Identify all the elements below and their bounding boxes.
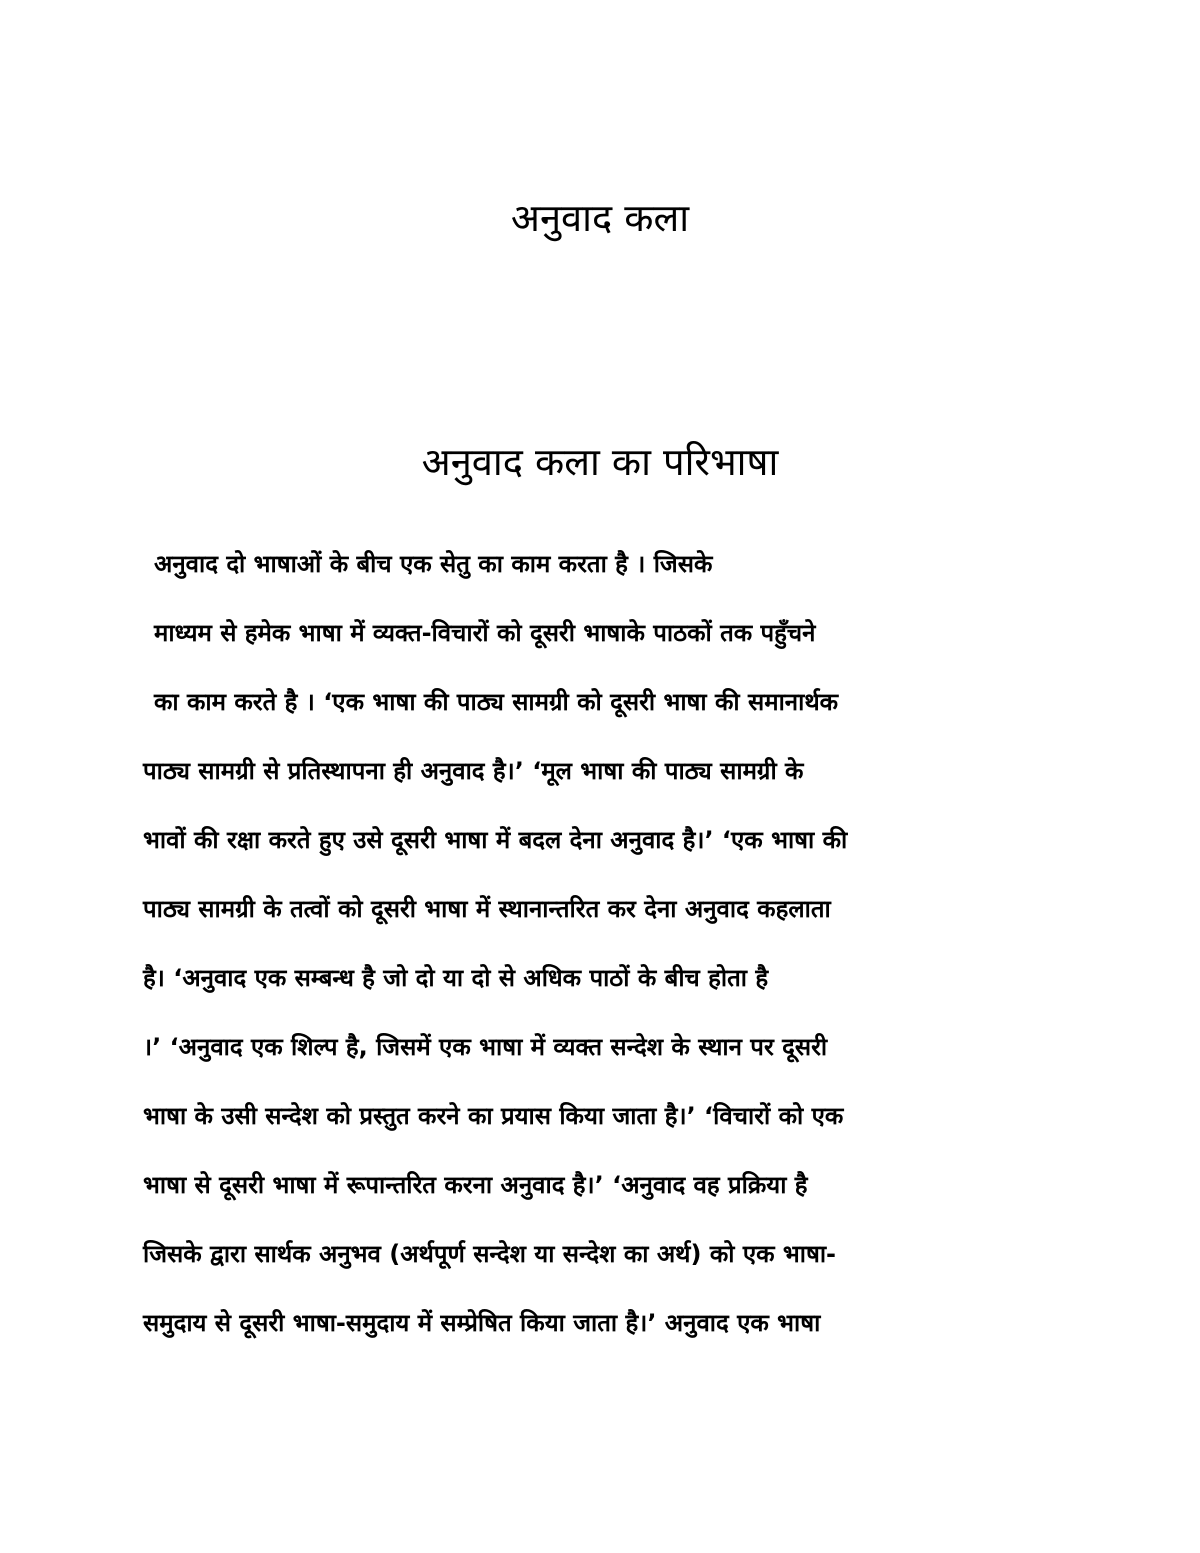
body-line: अनुवाद दो भाषाओं के बीच एक सेतु का काम करता है । जिसके xyxy=(154,550,713,578)
body-line: ।’ ‘अनुवाद एक शिल्प है, जिसमें एक भाषा में व्यक्त सन्देश के स्थान पर दूसरी xyxy=(143,1033,828,1061)
body-line: भाषा के उसी सन्देश को प्रस्तुत करने का प्रयास किया जाता है।’ ‘विचारों को एक xyxy=(143,1102,844,1130)
body-line: जिसके द्वारा सार्थक अनुभव (अर्थपूर्ण सन्देश या सन्देश का अर्थ) को एक भाषा- xyxy=(143,1240,837,1268)
body-line: समुदाय से दूसरी भाषा-समुदाय में सम्प्रेषित किया जाता है।’ अनुवाद एक भाषा xyxy=(143,1309,821,1337)
body-line: है। ‘अनुवाद एक सम्बन्ध है जो दो या दो से अधिक पाठों के बीच होता है xyxy=(143,964,769,992)
document-title: अनुवाद कला xyxy=(510,196,690,240)
body-line: पाठ्य सामग्री से प्रतिस्थापना ही अनुवाद है।’ ‘मूल भाषा की पाठ्य सामग्री के xyxy=(143,757,804,785)
body-line: भाषा से दूसरी भाषा में रूपान्तरित करना अनुवाद है।’ ‘अनुवाद वह प्रक्रिया है xyxy=(143,1171,808,1199)
section-heading: अनुवाद कला का परिभाषा xyxy=(421,440,779,484)
body-line: का काम करते है । ‘एक भाषा की पाठ्य सामग्री को दूसरी भाषा की समानार्थक xyxy=(154,688,839,716)
body-line: भावों की रक्षा करते हुए उसे दूसरी भाषा में बदल देना अनुवाद है।’ ‘एक भाषा की xyxy=(143,826,848,854)
body-line: पाठ्य सामग्री के तत्वों को दूसरी भाषा में स्थानान्तरित कर देना अनुवाद कहलाता xyxy=(143,895,831,923)
body-line: माध्यम से हमेक भाषा में व्यक्त-विचारों को दूसरी भाषाके पाठकों तक पहुँचने xyxy=(154,619,816,647)
